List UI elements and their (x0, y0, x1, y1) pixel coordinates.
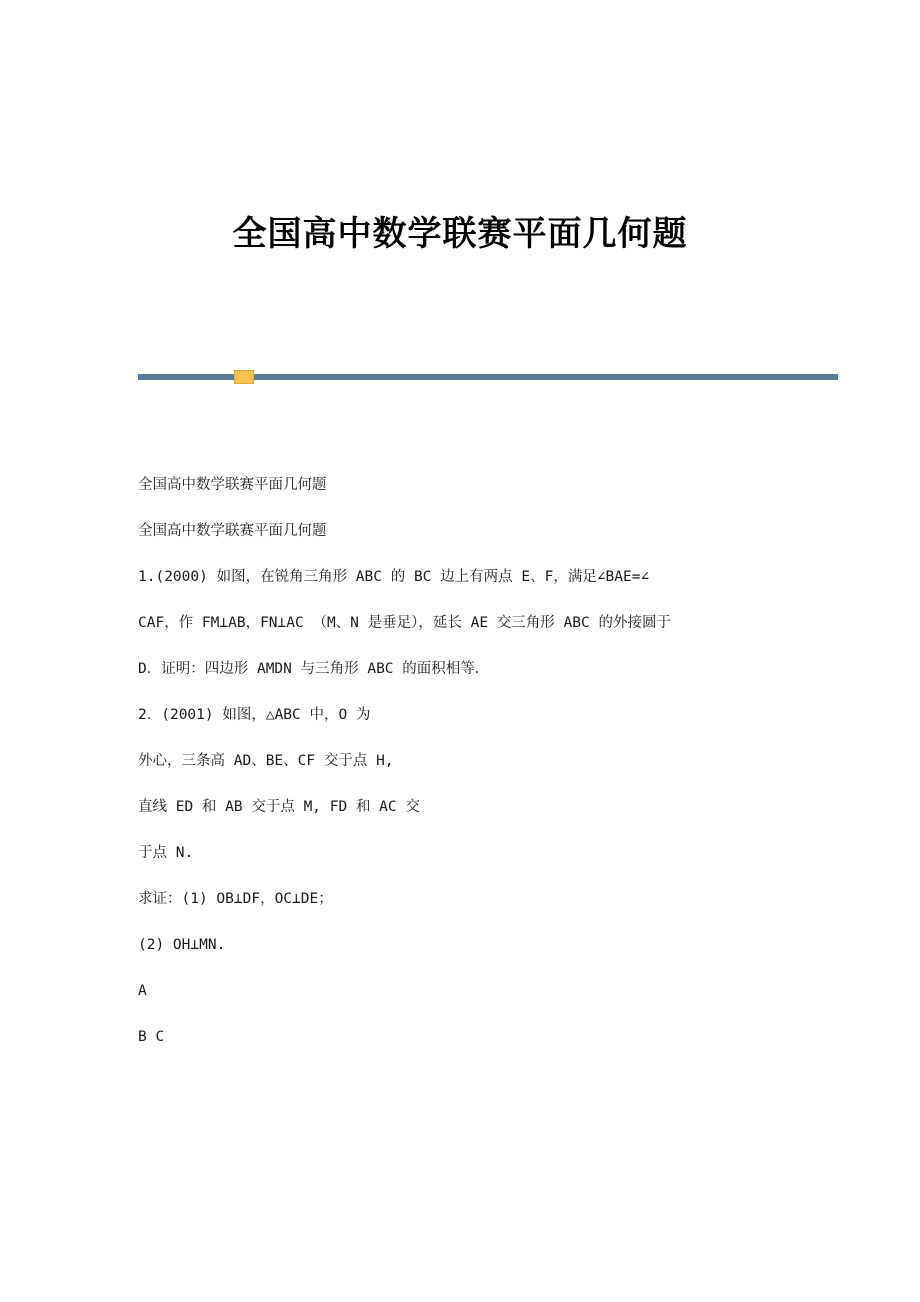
body-paragraph: CAF，作 FM⊥AB，FN⊥AC （M、N 是垂足），延长 AE 交三角形 ABC 的外接圆于 (138, 615, 671, 631)
body-paragraph: B C (138, 1029, 165, 1045)
body-paragraph: 于点 N. (138, 845, 194, 861)
body-paragraph: 外心，三条高 AD、BE、CF 交于点 H, (138, 753, 394, 769)
divider-accent-square (234, 370, 254, 384)
page-title: 全国高中数学联赛平面几何题 (232, 214, 688, 254)
body-paragraph: A (138, 983, 147, 999)
body-paragraph: D．证明：四边形 AMDN 与三角形 ABC 的面积相等． (138, 661, 490, 677)
body-paragraph: 1.(2000) 如图，在锐角三角形 ABC 的 BC 边上有两点 E、F，满足∠BAE=∠ (138, 569, 650, 585)
body-paragraph: 全国高中数学联赛平面几何题 (138, 477, 327, 493)
decorative-divider (138, 370, 838, 384)
body-paragraph: (2) OH⊥MN. (138, 937, 226, 953)
body-paragraph: 求证：(1) OB⊥DF，OC⊥DE； (138, 891, 333, 907)
body-paragraph: 2．(2001) 如图，△ABC 中，O 为 (138, 707, 371, 723)
body-paragraph: 全国高中数学联赛平面几何题 (138, 523, 327, 539)
document-body (138, 462, 844, 1060)
body-paragraph: 直线 ED 和 AB 交于点 M, FD 和 AC 交 (138, 799, 420, 815)
